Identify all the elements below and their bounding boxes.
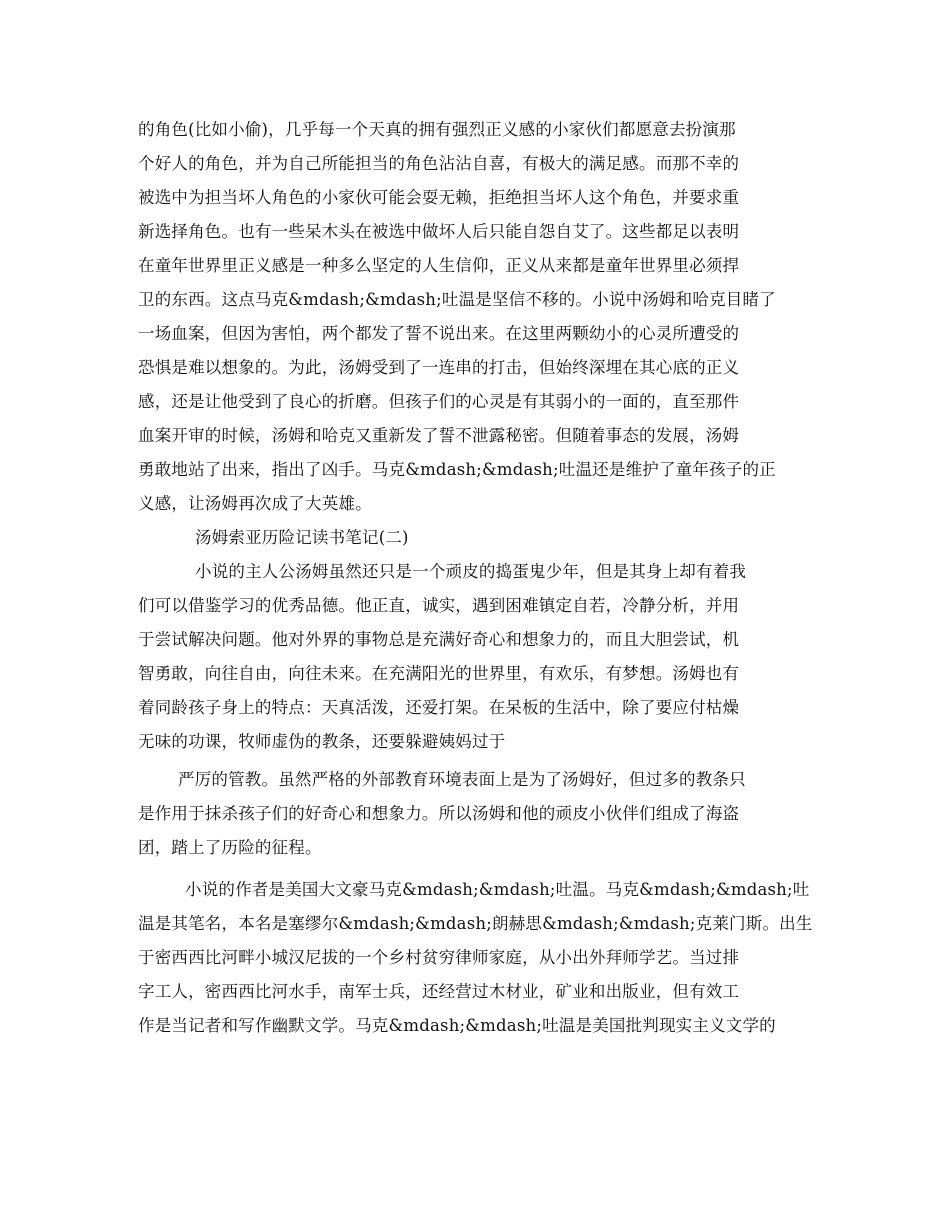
text-line: 团，踏上了历险的征程。	[138, 838, 322, 857]
text-line: 的角色(比如小偷)，几乎每一个天真的拥有强烈正义感的小家伙们都愿意去扮演那	[138, 120, 736, 139]
text-line: 一场血案，但因为害怕，两个都发了誓不说出来。在这里两颗幼小的心灵所遭受的	[138, 324, 740, 343]
text-line: 智勇敢，向往自由，向往未来。在充满阳光的世界里，有欢乐，有梦想。汤姆也有	[138, 664, 740, 683]
text-line: 勇敢地站了出来，指出了凶手。马克&mdash;&mdash;吐温还是维护了童年孩子的正	[138, 460, 776, 479]
text-line: 感，还是让他受到了良心的折磨。但孩子们的心灵是有其弱小的一面的，直至那件	[138, 392, 740, 411]
text-line: 义感，让汤姆再次成了大英雄。	[138, 494, 372, 513]
text-line: 小说的作者是美国大文豪马克&mdash;&mdash;吐温。马克&mdash;&mdash;吐	[185, 880, 810, 899]
text-line: 于密西西比河畔小城汉尼拔的一个乡村贫穷律师家庭，从小出外拜师学艺。当过排	[138, 948, 740, 967]
text-line: 血案开审的时候，汤姆和哈克又重新发了誓不泄露秘密。但随着事态的发展，汤姆	[138, 426, 740, 445]
text-line: 字工人，密西西比河水手，南军士兵，还经营过木材业，矿业和出版业，但有效工	[138, 982, 740, 1001]
text-line: 新选择角色。也有一些呆木头在被选中做坏人后只能自怨自艾了。这些都足以表明	[138, 222, 740, 241]
text-line: 小说的主人公汤姆虽然还只是一个顽皮的捣蛋鬼少年，但是其身上却有着我	[195, 562, 747, 581]
text-line: 温是其笔名，本名是塞缪尔&mdash;&mdash;朗赫思&mdash;&mdash;克莱门斯。出生	[138, 914, 813, 933]
text-line: 着同龄孩子身上的特点：天真活泼，还爱打架。在呆板的生活中，除了要应付枯燥	[138, 698, 740, 717]
text-line: 无味的功课，牧师虚伪的教条，还要躲避姨妈过于	[138, 732, 506, 751]
text-line: 在童年世界里正义感是一种多么坚定的人生信仰，正义从来都是童年世界里必须捍	[138, 256, 740, 275]
text-line: 恐惧是难以想象的。为此，汤姆受到了一连串的打击，但始终深埋在其心底的正义	[138, 358, 740, 377]
text-line: 严厉的管教。虽然严格的外部教育环境表面上是为了汤姆好，但过多的教条只	[178, 770, 746, 789]
text-line: 被选中为担当坏人角色的小家伙可能会耍无赖，拒绝担当坏人这个角色，并要求重	[138, 188, 740, 207]
text-line: 于尝试解决问题。他对外界的事物总是充满好奇心和想象力的，而且大胆尝试，机	[138, 630, 740, 649]
section-heading: 汤姆索亚历险记读书笔记(二)	[195, 528, 409, 547]
text-line: 个好人的角色，并为自己所能担当的角色沾沾自喜，有极大的满足感。而那不幸的	[138, 154, 740, 173]
text-line: 们可以借鉴学习的优秀品德。他正直，诚实，遇到困难镇定自若，冷静分析，并用	[138, 596, 740, 615]
text-line: 作是当记者和写作幽默文学。马克&mdash;&mdash;吐温是美国批判现实主义文学的	[138, 1016, 776, 1035]
text-line: 是作用于抹杀孩子们的好奇心和想象力。所以汤姆和他的顽皮小伙伴们组成了海盗	[138, 804, 740, 823]
text-line: 卫的东西。这点马克&mdash;&mdash;吐温是坚信不移的。小说中汤姆和哈克目睹了	[138, 290, 776, 309]
